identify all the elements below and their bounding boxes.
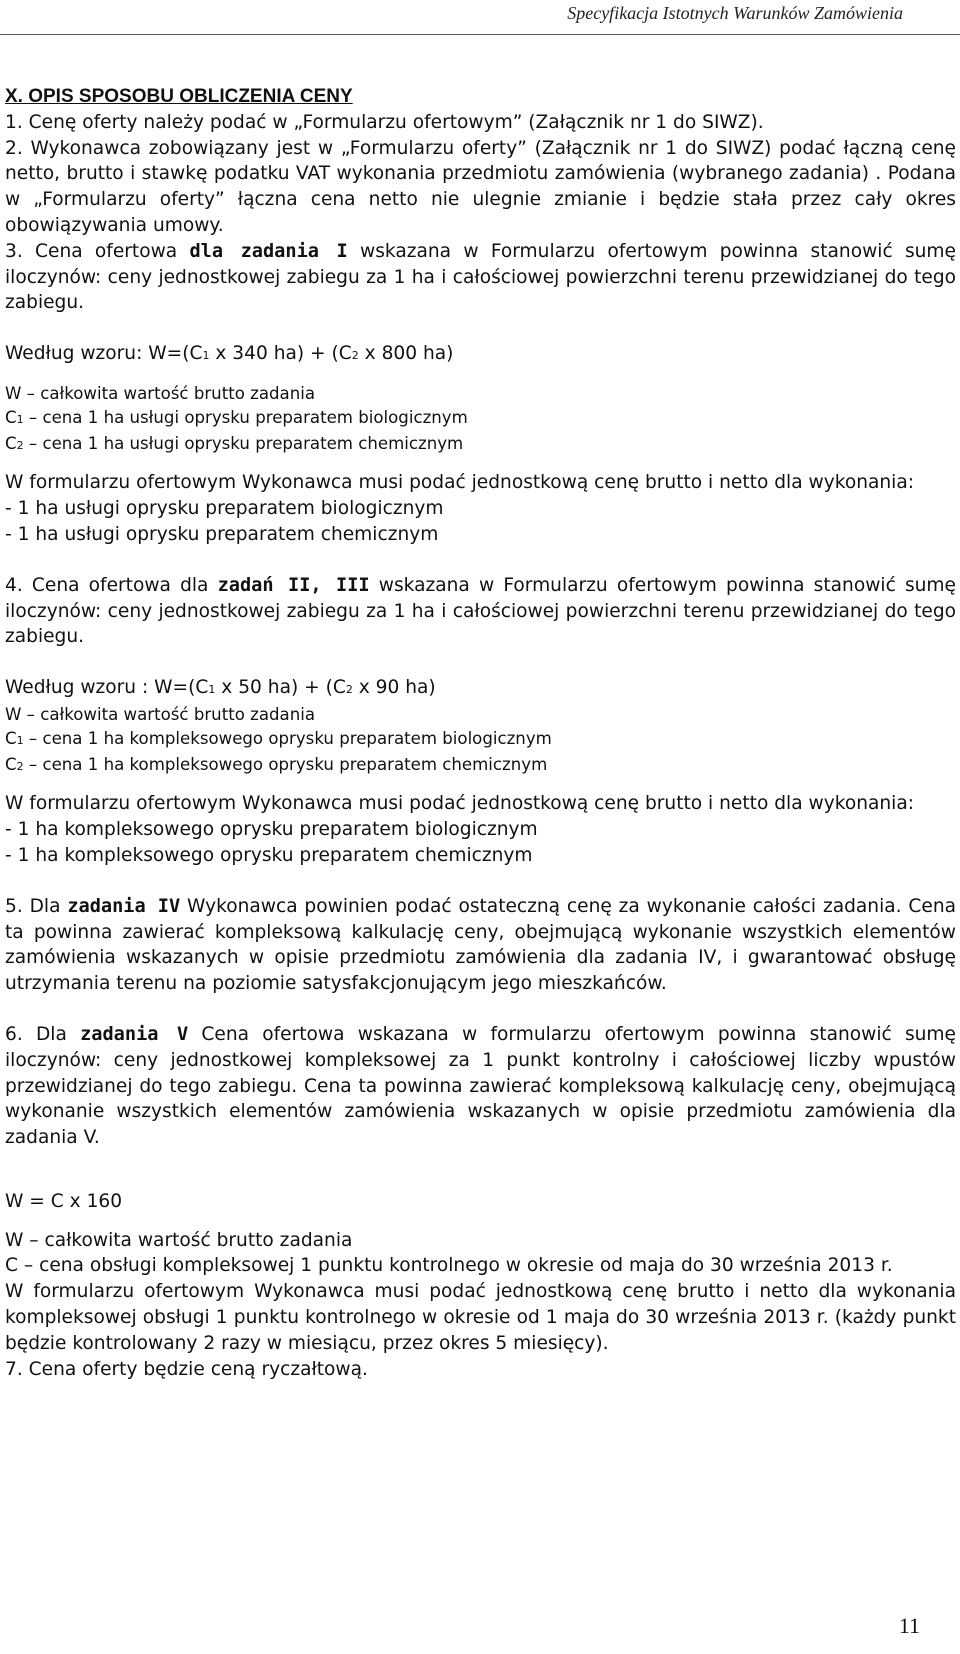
legend-2-c1-sub: 1 [16, 733, 24, 747]
point-5-task: zadania IV [67, 895, 181, 917]
formula-2-sub1: 1 [208, 683, 216, 697]
point-4 [5, 573, 956, 650]
formula-1-b: x 340 ha) + (C [209, 343, 352, 365]
point-5-c: Wykonawca powinien podać ostateczną cenę za wykonanie całości zadania. Cena ta powinna zawierać kompleksową kalkulację ceny, obejmującą wykonanie wszystkich elementów zamówienia wskazanych w opisie przedmiotu zamówienia dla zadania IV, i gwarantować obsługę utrzymania terenu na poziomie satysfakcjonującym jego mieszkańców. [5, 895, 956, 995]
group-1-item-a: - 1 ha usługi oprysku preparatem biologicznym [5, 498, 444, 520]
header-title: Specyfikacja Istotnych Warunków Zamówienia [567, 3, 903, 23]
point-3-c: wskazana w Formularzu ofertowym powinna stanowić sumę iloczynów: ceny jednostkowej zabiegu za 1 ha i całościowej powierzchni terenu przewidzianej do tego zabiegu. [5, 240, 956, 314]
legend-2-w: W – całkowita wartość brutto zadania [5, 704, 316, 724]
section-title: X. OPIS SPOSOBU OBLICZENIA CENY [5, 86, 353, 107]
legend-1-w: W – całkowita wartość brutto zadania [5, 383, 316, 403]
formula-1-c: x 800 ha) [358, 343, 454, 365]
page-number: 11 [898, 1613, 920, 1638]
formula-2-a: Według wzoru : W=(C [5, 677, 209, 699]
group-2-intro: W formularzu ofertowym Wykonawca musi podać jednostkową cenę brutto i netto dla wykonania: [5, 793, 914, 815]
legend-2-c2 [5, 753, 956, 779]
point-6-task: zadania V [80, 1023, 189, 1045]
group-1-intro: W formularzu ofertowym Wykonawca musi podać jednostkową cenę brutto i netto dla wykonania: [5, 472, 914, 494]
legend-2-c1-sym: C [5, 728, 17, 748]
group-2-item-b: - 1 ha kompleksowego oprysku preparatem chemicznym [5, 844, 533, 866]
point-6-c: Cena ofertowa wskazana w formularzu ofertowym powinna stanowić sumę iloczynów: ceny jednostkowej kompleksowej za 1 punkt kontrolny i całościowej liczby wpustów przewidzianej do tego zabiegu. Cena ta powinna zawierać kompleksową kalkulację ceny, obejmującą wykonanie wszystkich elementów zamówienia wskazanych w opisie przedmiotu zamówienia dla zadania V. [5, 1023, 956, 1149]
legend-3-w: W – całkowita wartość brutto zadania [5, 1229, 353, 1251]
group-2-item-a: - 1 ha kompleksowego oprysku preparatem biologicznym [5, 819, 538, 841]
point-5-a: 5. Dla [5, 895, 68, 917]
formula-2-sub2: 2 [345, 683, 353, 697]
legend-2-c2-sub: 2 [16, 759, 24, 773]
formula-1-sub2: 2 [351, 349, 359, 363]
legend-3-intro: W formularzu ofertowym Wykonawca musi podać jednostkową cenę brutto i netto dla wykonania kompleksowej obsługi 1 punktu kontrolnego w okresie od 1 maja do 30 września 2013 r. (każdy punkt będzie kontrolowany 2 razy w miesiącu, przez okres 5 miesięcy). [5, 1281, 956, 1354]
formula-1-a: Według wzoru: W=(C [5, 343, 203, 365]
point-7: 7. Cena oferty będzie ceną ryczałtową. [5, 1358, 368, 1380]
legend-2-c1 [5, 727, 956, 753]
formula-2-b: x 50 ha) + (C [215, 677, 346, 699]
document-body [5, 84, 956, 1382]
group-1-item-b: - 1 ha usługi oprysku preparatem chemicznym [5, 523, 439, 545]
legend-1-c2-text: – cena 1 ha usługi oprysku preparatem chemicznym [23, 433, 464, 453]
point-4-task: zadań II, III [217, 574, 370, 596]
legend-1-c2 [5, 432, 956, 458]
legend-1-c1 [5, 406, 956, 432]
legend-1-c2-sub: 2 [16, 438, 24, 452]
legend-2-c2-text: – cena 1 ha kompleksowego oprysku preparatem chemicznym [23, 754, 548, 774]
legend-1-c1-sub: 1 [16, 412, 24, 426]
formula-1-sub1: 1 [202, 349, 210, 363]
point-1: 1. Cenę oferty należy podać w „Formularzu ofertowym” (Załącznik nr 1 do SIWZ). [5, 111, 764, 133]
legend-3-c: C – cena obsługi kompleksowej 1 punktu kontrolnego w okresie od maja do 30 września 2013 r. [5, 1255, 893, 1277]
point-2: 2. Wykonawca zobowiązany jest w „Formularzu oferty” (Załącznik nr 1 do SIWZ) podać łączną cenę netto, brutto i stawkę podatku VAT wykonania przedmiotu zamówienia (wybranego zadania) . Podana w „Formularzu oferty” łączna cena netto nie ulegnie zmianie i będzie stała przez cały okres obowiązywania umowy. [5, 137, 956, 236]
point-6 [5, 1022, 956, 1151]
point-4-a: 4. Cena ofertowa dla [5, 574, 218, 596]
header-rule [0, 34, 960, 35]
point-4-c: wskazana w Formularzu ofertowym powinna stanowić sumę iloczynów: ceny jednostkowej zabiegu za 1 ha i całościowej powierzchni terenu przewidzianej do tego zabiegu. [5, 574, 956, 648]
legend-1-c1-sym: C [5, 407, 17, 427]
legend-1-c1-text: – cena 1 ha usługi oprysku preparatem biologicznym [23, 407, 468, 427]
point-6-a: 6. Dla [5, 1023, 81, 1045]
formula-1 [5, 341, 956, 369]
formula-2-c: x 90 ha) [352, 677, 436, 699]
formula-3: W = C x 160 [5, 1190, 123, 1212]
formula-2 [5, 675, 956, 703]
point-3 [5, 239, 956, 316]
point-3-a: 3. Cena ofertowa [5, 240, 190, 262]
legend-2-c2-sym: C [5, 754, 17, 774]
point-5 [5, 894, 956, 997]
point-3-task: dla zadania I [189, 240, 348, 262]
legend-1-c2-sym: C [5, 433, 17, 453]
legend-2-c1-text: – cena 1 ha kompleksowego oprysku preparatem biologicznym [23, 728, 552, 748]
